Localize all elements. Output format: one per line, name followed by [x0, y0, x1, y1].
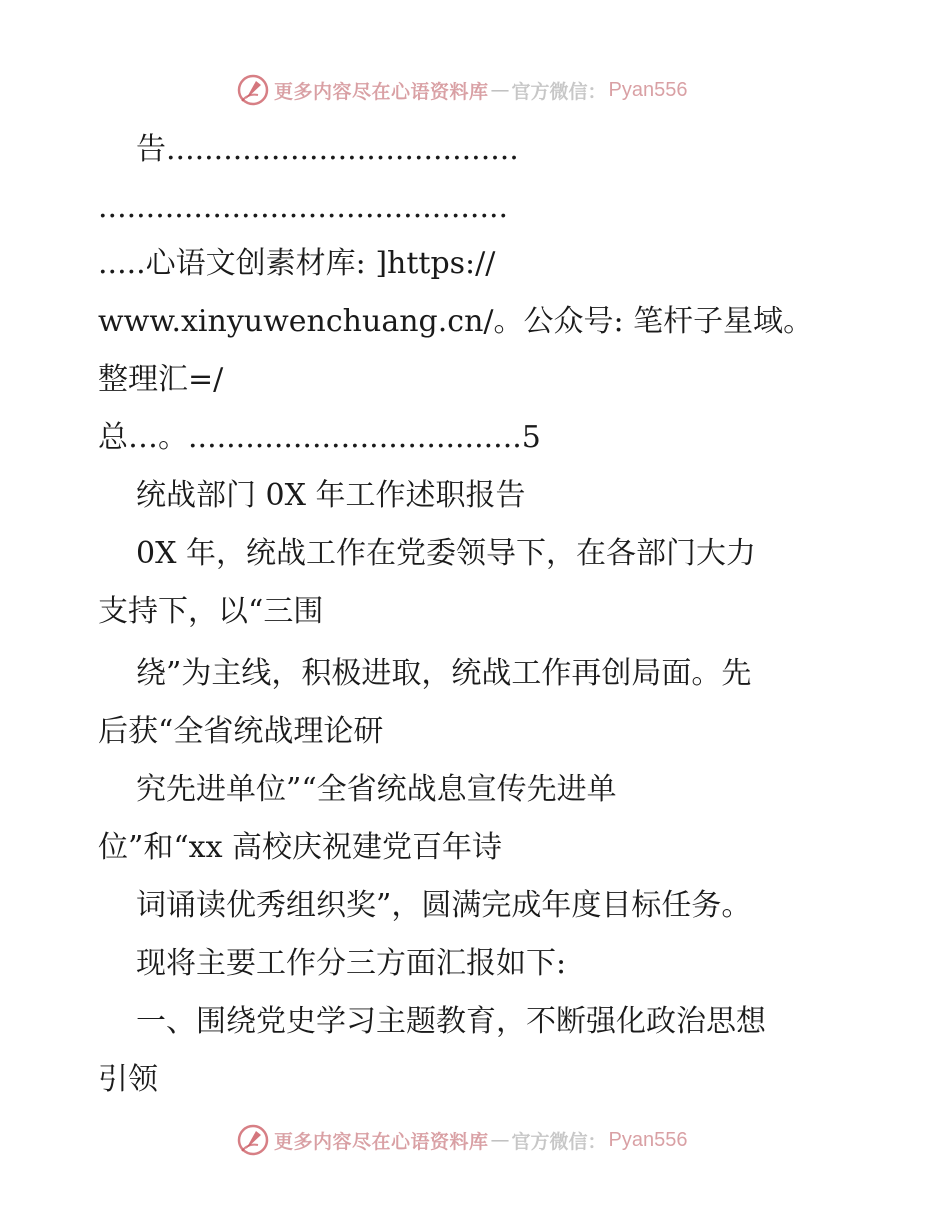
watermark-dash: — [490, 79, 510, 101]
pen-nib-logo-icon [236, 1123, 270, 1157]
body-line: 究先进单位”“全省统战息宣传先进单 [136, 772, 617, 807]
body-line: 支持下，以“三围 [98, 594, 324, 629]
watermark-wechat-label: 官方微信： [511, 1130, 607, 1153]
watermark-text: 更多内容尽在心语资料库 [274, 80, 489, 103]
body-line: 告..................................... [136, 132, 519, 167]
watermark-handle: Pyan556 [608, 78, 688, 101]
section-title: 统战部门 0X 年工作述职报告 [136, 478, 526, 513]
pen-nib-logo-icon [236, 73, 270, 107]
watermark-wechat-label: 官方微信： [511, 80, 607, 103]
body-line: www.xinyuwenchuang.cn/。公众号: 笔杆子星域。 [98, 304, 814, 339]
heading-line: 引领 [98, 1062, 158, 1097]
watermark-dash: — [490, 1129, 510, 1151]
watermark-text: 更多内容尽在心语资料库 [274, 1130, 489, 1153]
body-line: 0X 年，统战工作在党委领导下，在各部门大力 [136, 536, 756, 571]
body-line: 现将主要工作分三方面汇报如下: [136, 946, 567, 981]
header-watermark [236, 72, 688, 108]
body-line: .....心语文创素材库: ]https:// [98, 246, 496, 281]
body-line: ........................................... [98, 190, 509, 225]
heading-line: 一、围绕党史学习主题教育，不断强化政治思想 [136, 1004, 766, 1039]
body-line: 词诵读优秀组织奖”，圆满完成年度目标任务。 [136, 888, 752, 923]
body-line: 绕”为主线，积极进取，统战工作再创局面。先 [136, 656, 752, 691]
body-line: 后获“全省统战理论研 [98, 714, 384, 749]
body-line: 总…。...................................5 [98, 420, 541, 455]
footer-watermark [236, 1122, 688, 1158]
body-line: 位”和“xx 高校庆祝建党百年诗 [98, 830, 503, 865]
body-line: 整理汇=/ [98, 362, 224, 397]
watermark-handle: Pyan556 [608, 1128, 688, 1151]
